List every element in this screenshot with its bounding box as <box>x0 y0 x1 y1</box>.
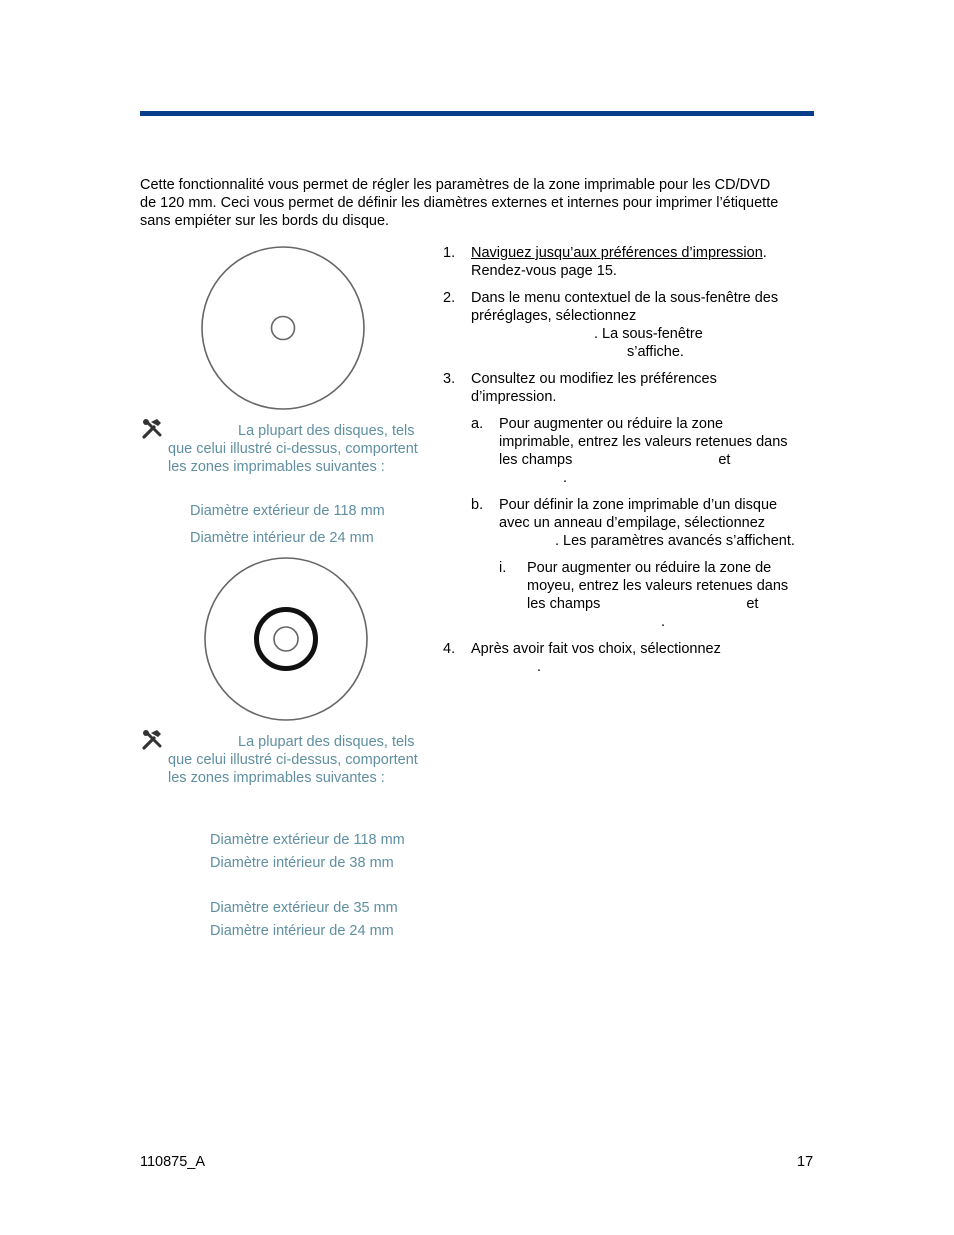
doc-number: 110875_A <box>140 1154 206 1170</box>
spec-outer: Diamètre extérieur de 118 mm <box>210 832 405 848</box>
disc-icon <box>200 246 366 410</box>
spec-outer: Diamètre extérieur de 118 mm <box>190 503 385 519</box>
tools-icon <box>141 418 165 440</box>
spec-inner: Diamètre intérieur de 24 mm <box>210 923 394 939</box>
spec-outer: Diamètre extérieur de 35 mm <box>210 900 398 916</box>
tip-text: La plupart des disques, tels que celui illustré ci-dessus, comportent les zones imprimables suivantes : <box>168 734 418 786</box>
intro-paragraph: Cette fonctionnalité vous permet de régler les paramètres de la zone imprimable pour les CD/DVD de 120 mm. Ceci vous permet de définir les diamètres externes et internes pour imprimer l’étiquette sans empiéter sur les bords du disque. <box>140 177 779 229</box>
tools-icon <box>141 729 165 751</box>
disc-icon <box>203 557 369 721</box>
header-rule <box>140 111 814 116</box>
tip-text: La plupart des disques, tels que celui illustré ci-dessus, comportent les zones imprimables suivantes : <box>168 423 418 475</box>
page-number: 17 <box>797 1154 814 1170</box>
preferences-link[interactable]: Naviguez jusqu’aux préférences d’impression <box>471 245 763 261</box>
spec-inner: Diamètre intérieur de 38 mm <box>210 855 394 871</box>
spec-inner: Diamètre intérieur de 24 mm <box>190 530 374 546</box>
